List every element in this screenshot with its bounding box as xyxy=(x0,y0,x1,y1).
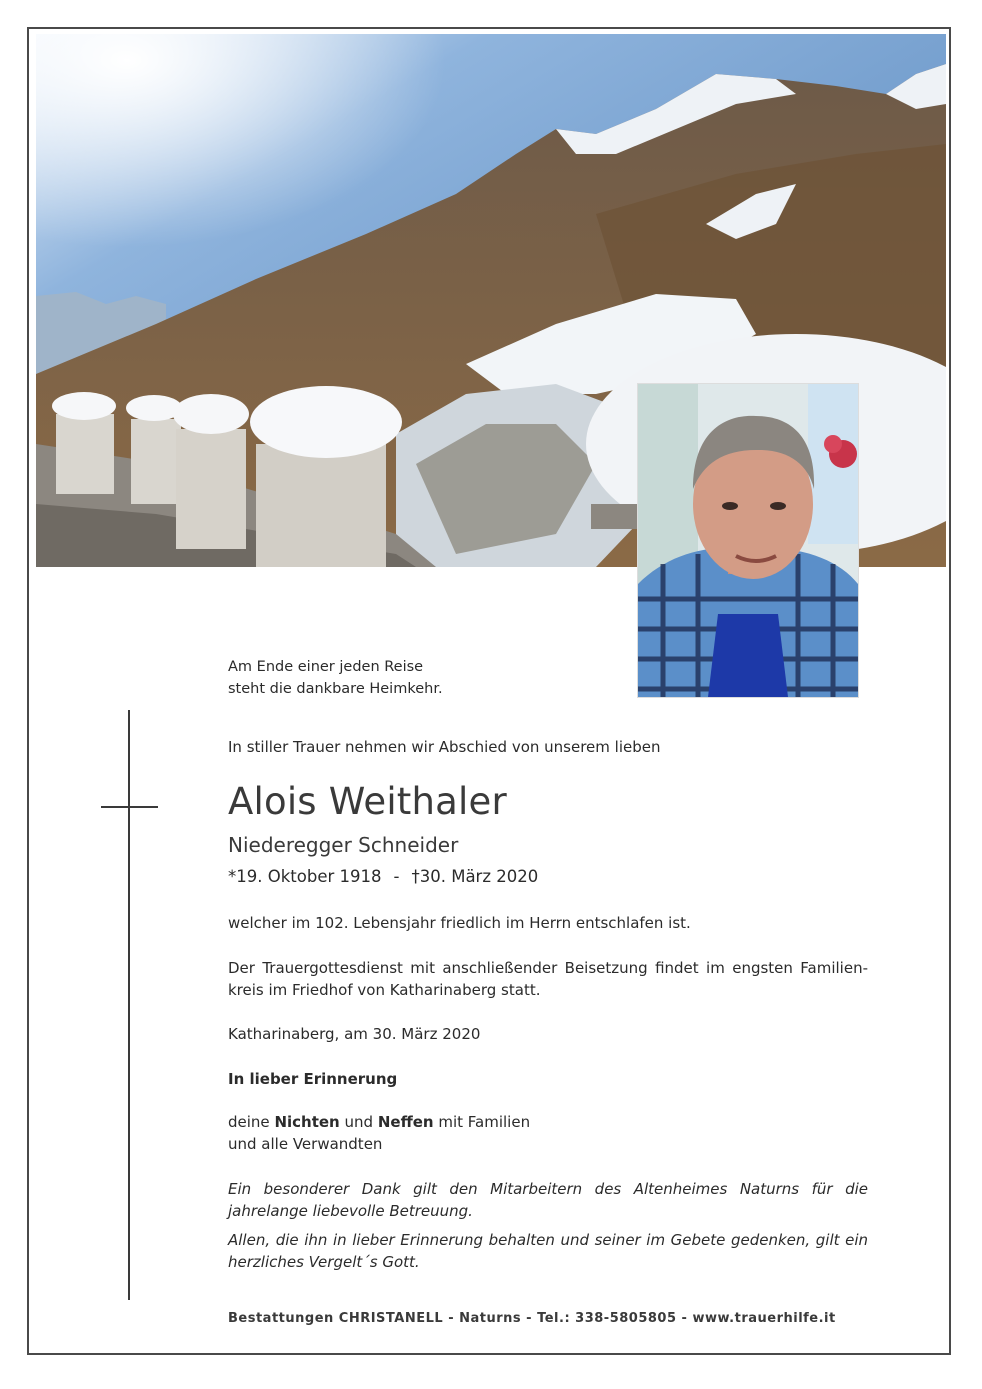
motto xyxy=(228,656,443,700)
family-prefix: deine xyxy=(228,1113,270,1131)
funeral-text: Der Trauergottesdienst mit anschließender Beisetzung findet im engsten Familien-kreis im Friedhof von Katharinaberg statt. xyxy=(228,959,868,999)
prayer-text: Allen, die ihn in lieber Erinnerung behalten und seiner im Gebete gedenken, gilt ein herzliches Vergelt´s Gott. xyxy=(228,1231,868,1271)
dates-separator: - xyxy=(393,867,400,886)
footer-undertaker: Bestattungen CHRISTANELL - Naturns - Tel.: 338-5805805 - www.trauerhilfe.it xyxy=(228,1311,836,1326)
family-suffix: mit Familien xyxy=(438,1113,531,1131)
passed-text: welcher im 102. Lebensjahr friedlich im Herrn entschlafen ist. xyxy=(228,914,691,932)
motto-line-1: Am Ende einer jeden Reise xyxy=(228,659,424,675)
life-dates xyxy=(228,865,538,889)
family-line-1 xyxy=(228,1111,530,1133)
deceased-name: Alois Weithaler xyxy=(228,780,507,823)
motto-line-2: steht die dankbare Heimkehr. xyxy=(228,681,443,697)
thanks-text: Ein besonderer Dank gilt den Mitarbeitern des Altenheimes Naturns für die jahrelange liebevolle Betreuung. xyxy=(228,1180,868,1220)
family-nephews: Neffen xyxy=(377,1113,434,1131)
deceased-nickname: Niederegger Schneider xyxy=(228,833,459,857)
birth-date: *19. Oktober 1918 xyxy=(228,867,382,886)
family-and: und xyxy=(344,1113,374,1131)
cross-vertical-bar xyxy=(128,710,130,1300)
family-line-2: und alle Verwandten xyxy=(228,1135,383,1153)
family-nieces: Nichten xyxy=(274,1113,340,1131)
family-mourners xyxy=(228,1111,530,1155)
portrait-photo xyxy=(637,383,859,698)
place-date: Katharinaberg, am 30. März 2020 xyxy=(228,1025,481,1043)
intro-text: In stiller Trauer nehmen wir Abschied von unserem lieben xyxy=(228,738,661,756)
cross-horizontal-bar xyxy=(101,806,158,808)
memory-heading: In lieber Erinnerung xyxy=(228,1070,398,1088)
death-date: †30. März 2020 xyxy=(411,867,539,886)
